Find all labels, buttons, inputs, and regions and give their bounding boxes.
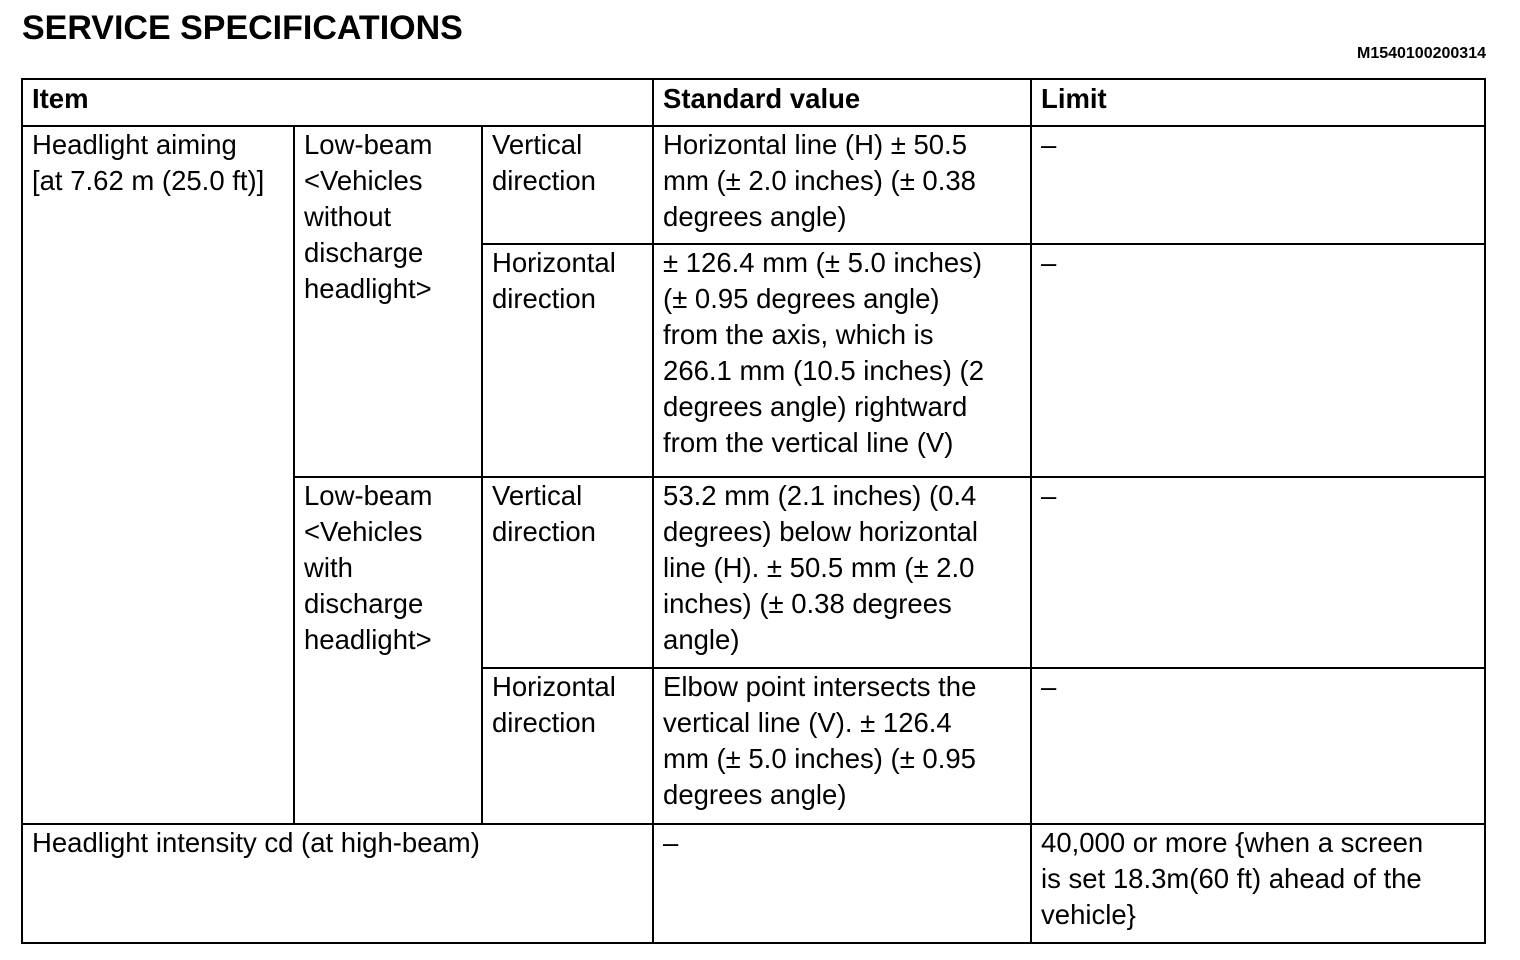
limit-cell: – — [1031, 668, 1485, 824]
header-item: Item — [22, 79, 653, 126]
standard-value-cell: Elbow point intersects the vertical line (V). ± 126.4 mm (± 5.0 inches) (± 0.95 degrees angle) — [653, 668, 1031, 824]
item-low-beam-with-discharge: Low-beam <Vehicles with discharge headlight> — [294, 477, 482, 824]
table-row — [22, 126, 1485, 244]
direction-cell: Horizontal direction — [482, 668, 653, 824]
item-headlight-aiming: Headlight aiming [at 7.62 m (25.0 ft)] — [22, 126, 294, 824]
limit-cell: – — [1031, 126, 1485, 244]
document-code: M1540100200314 — [1356, 45, 1486, 62]
page-title: SERVICE SPECIFICATIONS — [22, 9, 463, 47]
standard-value-cell: – — [653, 824, 1031, 943]
limit-cell: 40,000 or more {when a screen is set 18.3m(60 ft) ahead of the vehicle} — [1031, 824, 1485, 943]
standard-value-cell: ± 126.4 mm (± 5.0 inches) (± 0.95 degrees angle) from the axis, which is 266.1 mm (10.5 inches) (2 degrees angle) rightward from the vertical line (V) — [653, 244, 1031, 477]
table-row — [22, 824, 1485, 943]
service-specifications-table — [21, 78, 1486, 944]
header-standard-value: Standard value — [653, 79, 1031, 126]
standard-value-cell: 53.2 mm (2.1 inches) (0.4 degrees) below horizontal line (H). ± 50.5 mm (± 2.0 inches) (± 0.38 degrees angle) — [653, 477, 1031, 668]
direction-cell: Horizontal direction — [482, 244, 653, 477]
limit-cell: – — [1031, 477, 1485, 668]
limit-cell: – — [1031, 244, 1485, 477]
table-header-row — [22, 79, 1485, 126]
item-headlight-intensity: Headlight intensity cd (at high-beam) — [22, 824, 653, 943]
direction-cell: Vertical direction — [482, 126, 653, 244]
header-limit: Limit — [1031, 79, 1485, 126]
direction-cell: Vertical direction — [482, 477, 653, 668]
item-low-beam-without-discharge: Low-beam <Vehicles without discharge headlight> — [294, 126, 482, 477]
standard-value-cell: Horizontal line (H) ± 50.5 mm (± 2.0 inches) (± 0.38 degrees angle) — [653, 126, 1031, 244]
